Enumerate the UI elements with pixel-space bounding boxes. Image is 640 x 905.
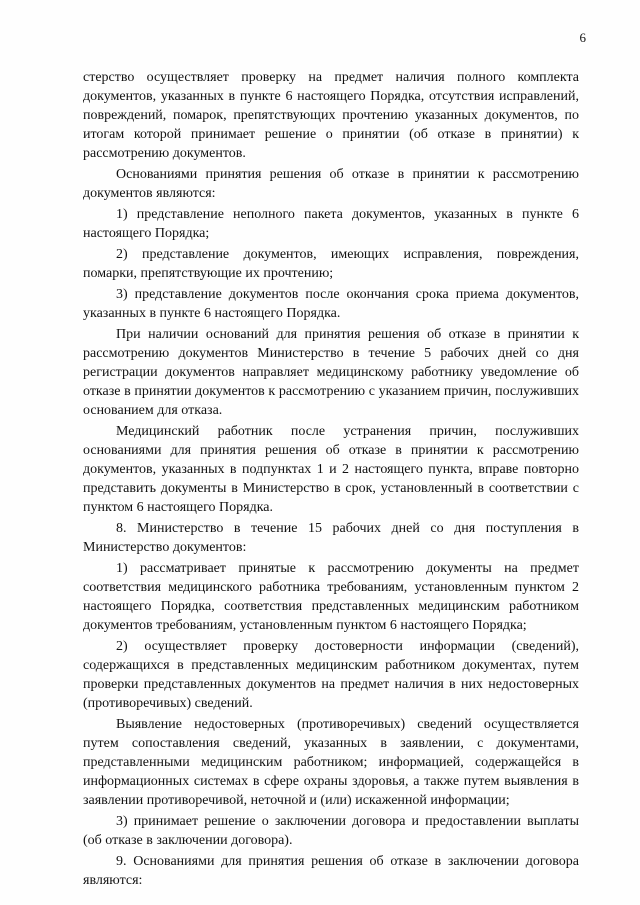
paragraph-refusal-notice: При наличии оснований для принятия решения об отказе в принятии к рассмотрению документов Министерство в течение 5 рабочих дней со дня регистрации документов направляет медицинскому работнику уведомление об отказе в принятии документов к рассмотрению с указанием причин, послуживших основанием для отказа.	[83, 327, 579, 418]
document-body	[83, 68, 579, 890]
paragraph-refusal-grounds: Основаниями принятия решения об отказе в принятии к рассмотрению документов являются:	[83, 167, 579, 201]
list-item-8-1: 1) рассматривает принятые к рассмотрению документы на предмет соответствия медицинского работника требованиям, установленным пунктом 2 настоящего Порядка, соответствия представленных медицинским работником документов требованиям, установленным пунктом 6 настоящего Порядка;	[83, 561, 579, 633]
list-item-8-3: 3) принимает решение о заключении договора и предоставлении выплаты (об отказе в заключении договора).	[83, 814, 579, 848]
list-item-1: 1) представление неполного пакета документов, указанных в пункте 6 настоящего Порядка;	[83, 207, 579, 241]
list-item-2: 2) представление документов, имеющих исправления, повреждения, помарки, препятствующие их прочтению;	[83, 247, 579, 281]
paragraph-continuation: стерство осуществляет проверку на предмет наличия полного комплекта документов, указанных в пункте 6 настоящего Порядка, отсутствия исправлений, повреждений, помарок, препятствующих прочтению указанных документов, по итогам которой принимает решение о принятии (об отказе в принятии) к рассмотрению документов.	[83, 70, 579, 161]
paragraph-resubmission: Медицинский работник после устранения причин, послуживших основаниями для принятия решения об отказе в принятии к рассмотрению документов, указанных в подпунктах 1 и 2 настоящего пункта, вправе повторно представить документы в Министерство в срок, установленный в соответствии с пунктом 6 настоящего Порядка.	[83, 424, 579, 515]
paragraph-item-9: 9. Основаниями для принятия решения об отказе в заключении договора являются:	[83, 854, 579, 888]
page-number: 6	[579, 30, 586, 45]
list-item-3: 3) представление документов после окончания срока приема документов, указанных в пункте 6 настоящего Порядка.	[83, 287, 579, 321]
paragraph-item-8: 8. Министерство в течение 15 рабочих дней со дня поступления в Министерство документов:	[83, 521, 579, 555]
list-item-8-2: 2) осуществляет проверку достоверности информации (сведений), содержащихся в представленных медицинским работником документах, путем проверки представленных документов на предмет наличия в них недостоверных (противоречивых) сведений.	[83, 639, 579, 711]
paragraph-inconsistencies: Выявление недостоверных (противоречивых) сведений осуществляется путем сопоставления сведений, указанных в заявлении, с документами, представленными медицинским работником; информацией, содержащейся в информационных системах в сфере охраны здоровья, а также путем выявления в заявлении противоречивой, неточной и (или) искаженной информации;	[83, 717, 579, 808]
